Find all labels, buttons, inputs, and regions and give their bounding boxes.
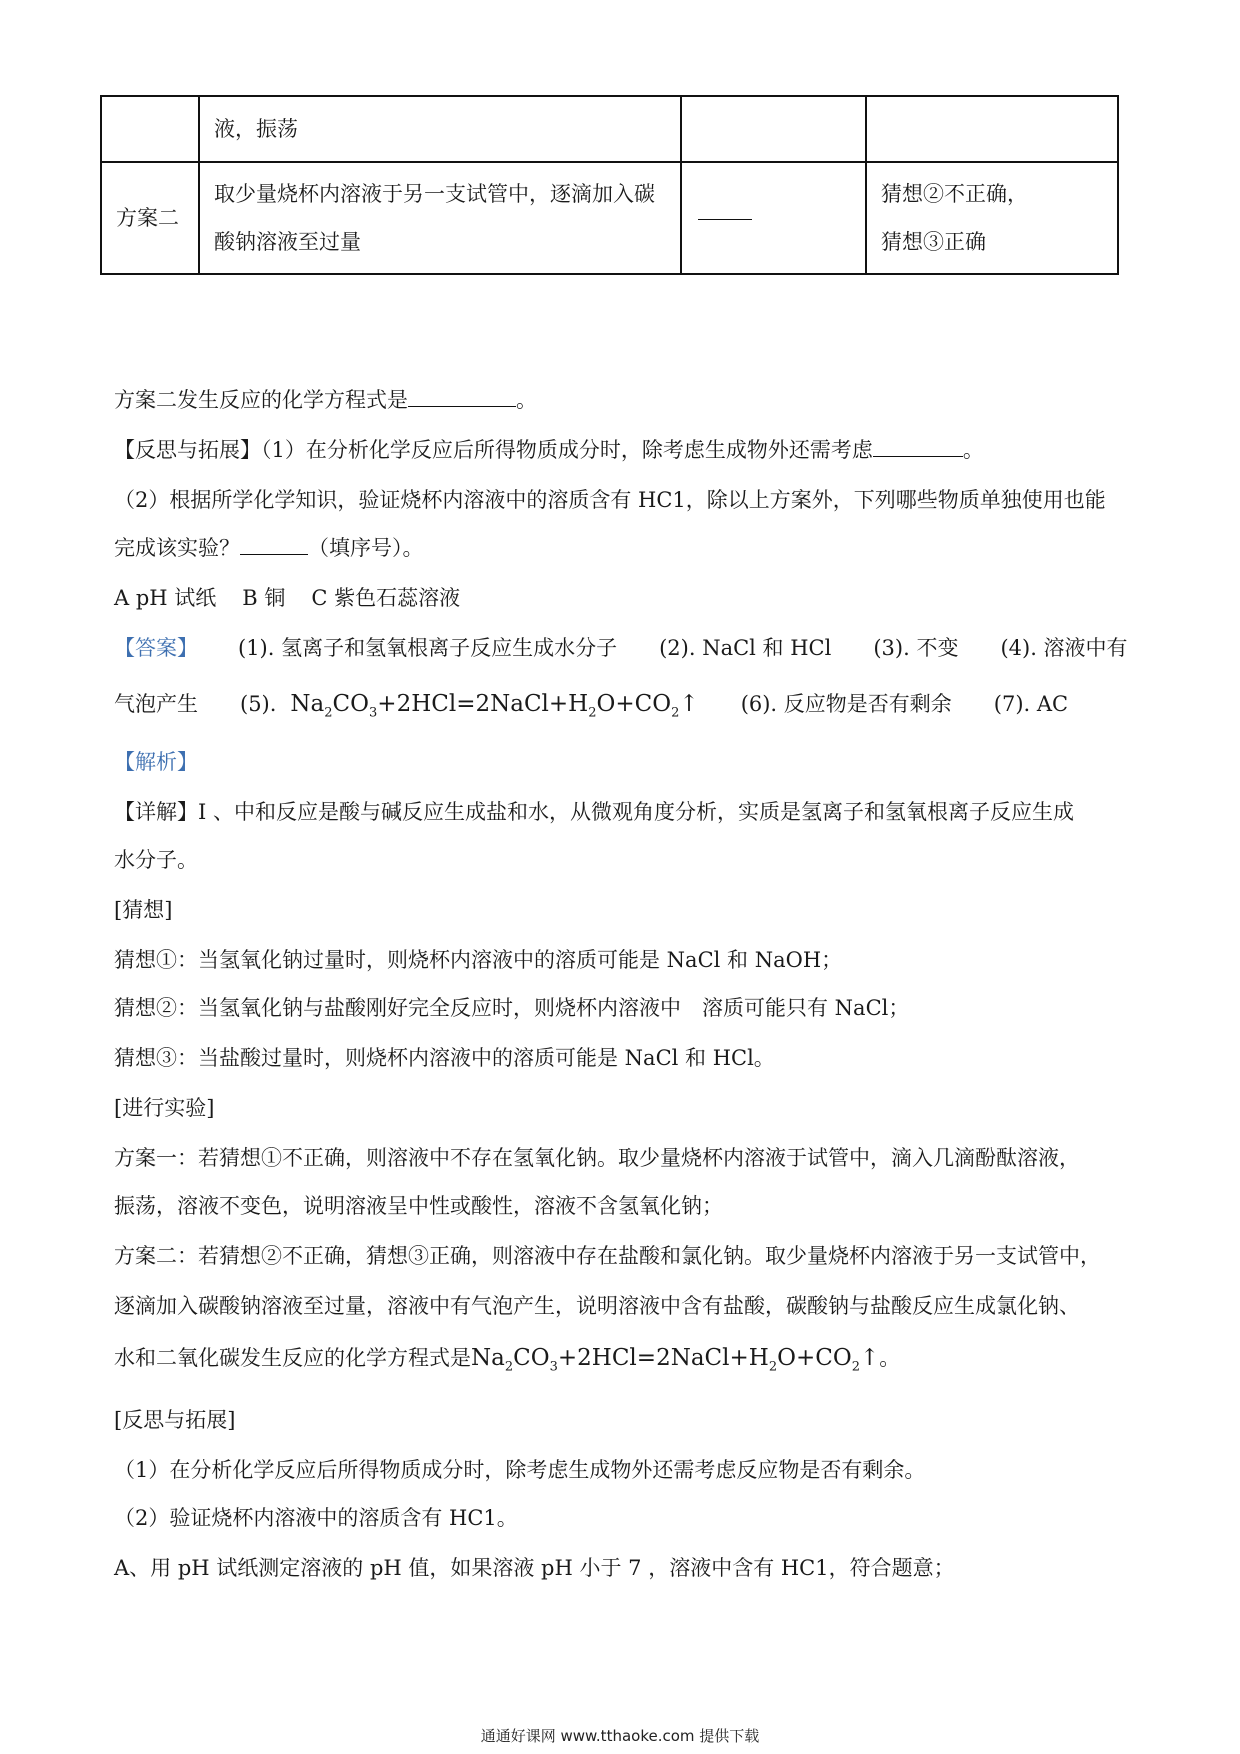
reflect-question-2-line2 (114, 534, 1132, 562)
experiment-heading: [进行实验] (114, 1096, 215, 1120)
experiment-p2-line1: 方案二：若猜想②不正确，猜想③正确，则溶液中存在盐酸和氯化钠。取少量烧杯内溶液于另一支试管中， (114, 1244, 1101, 1268)
option-c: C 紫色石蕊溶液 (311, 586, 461, 610)
answer-blank (240, 534, 308, 555)
answer-blank (408, 386, 516, 407)
question-equation (114, 386, 1132, 414)
detail-line-1: 【详解】I 、中和反应是酸与碱反应生成盐和水，从微观角度分析，实质是氢离子和氢氧根离子反应生成 (114, 800, 1074, 824)
table-cell (866, 96, 1118, 162)
answer-item: 气泡产生 (114, 692, 198, 716)
table-cell: 液，振荡 (199, 96, 681, 162)
guess-heading: [猜想] (114, 898, 173, 922)
option-a: A pH 试纸 (114, 586, 217, 610)
cell-line: 酸钠溶液至过量 (214, 230, 361, 254)
reflection-2: （2）验证烧杯内溶液中的溶质含有 HC1。 (114, 1506, 518, 1530)
table-row (101, 96, 1118, 162)
question-text: 完成该实验？ (114, 536, 240, 560)
table-cell (199, 162, 681, 274)
experiment-p2-line2: 逐滴加入碳酸钠溶液至过量，溶液中有气泡产生，说明溶液中含有盐酸，碳酸钠与盐酸反应生成氯化钠、 (114, 1294, 1080, 1318)
answer-blank (873, 436, 963, 457)
page-footer: 通通好课网 www.tthaoke.com 提供下载 (480, 1727, 760, 1745)
answer-line-2 (114, 690, 1132, 721)
guess-2: 猜想②：当氢氧化钠与盐酸刚好完全反应时，则烧杯内溶液中 溶质可能只有 NaCl； (114, 996, 910, 1020)
answer-label: 【答案】 (114, 636, 198, 660)
punctuation: 。 (516, 388, 537, 412)
experiment-table (100, 95, 1119, 275)
answer-item: (2). NaCl 和 HCl (659, 636, 832, 660)
answer-item: (5). (240, 692, 277, 716)
option-b: B 铜 (242, 586, 286, 610)
options-line (114, 584, 1132, 612)
chemical-equation: $Na_2CO_3+2HCl=2NaCl+H_2O+CO_2↑$ (290, 691, 699, 721)
reflection-1: （1）在分析化学反应后所得物质成分时，除考虑生成物外还需考虑反应物是否有剩余。 (114, 1458, 926, 1482)
reflect-question-1 (114, 436, 1132, 464)
answer-item: (7). AC (993, 692, 1069, 716)
punctuation: 。 (962, 438, 984, 462)
detail-line-2: 水分子。 (114, 848, 198, 872)
answer-item: (3). 不变 (873, 636, 959, 660)
punctuation: 。 (879, 1346, 901, 1370)
guess-3: 猜想③：当盐酸过量时，则烧杯内溶液中的溶质可能是 NaCl 和 HCl。 (114, 1046, 775, 1070)
reflection-heading: [反思与拓展] (114, 1408, 236, 1432)
answer-item: (6). 反应物是否有剩余 (740, 692, 952, 716)
table-cell (681, 96, 866, 162)
guess-1: 猜想①：当氢氧化钠过量时，则烧杯内溶液中的溶质可能是 NaCl 和 NaOH； (114, 948, 843, 972)
paragraph-text: 水和二氧化碳发生反应的化学方程式是 (114, 1346, 471, 1370)
table-cell (866, 162, 1118, 274)
answer-line-1 (114, 634, 1132, 662)
table-cell: 方案二 (101, 162, 199, 274)
cell-line: 取少量烧杯内溶液于另一支试管中，逐滴加入碳 (214, 182, 655, 206)
question-text: （填序号）。 (308, 536, 424, 560)
chemical-equation: $Na_2CO_3+2HCl=2NaCl+H_2O+CO_2↑$ (471, 1345, 880, 1375)
table-row (101, 162, 1118, 274)
question-text: 【反思与拓展】（1）在分析化学反应后所得物质成分时，除考虑生成物外还需考虑 (114, 438, 873, 462)
analysis-label: 【解析】 (114, 750, 198, 774)
answer-item: (1). 氢离子和氢氧根离子反应生成水分子 (238, 636, 618, 660)
experiment-p2-line3 (114, 1344, 1132, 1375)
reflection-a: A、用 pH 试纸测定溶液的 pH 值，如果溶液 pH 小于 7 ，溶液中含有 HC1，符合题意； (114, 1556, 955, 1580)
cell-line: 猜想②不正确， (881, 182, 1028, 206)
table-cell (101, 96, 199, 162)
experiment-p1-line1: 方案一：若猜想①不正确，则溶液中不存在氢氧化钠。取少量烧杯内溶液于试管中，滴入几滴酚酞溶液， (114, 1146, 1080, 1170)
answer-item: (4). 溶液中有 (1000, 636, 1128, 660)
answer-blank (698, 219, 752, 220)
cell-line: 猜想③正确 (881, 230, 986, 254)
reflect-question-2-line1: （2）根据所学化学知识，验证烧杯内溶液中的溶质含有 HC1，除以上方案外，下列哪些物质单独使用也能 (114, 488, 1106, 512)
experiment-p1-line2: 振荡，溶液不变色，说明溶液呈中性或酸性，溶液不含氢氧化钠； (114, 1194, 723, 1218)
table-cell (681, 162, 866, 274)
question-text: 方案二发生反应的化学方程式是 (114, 388, 408, 412)
